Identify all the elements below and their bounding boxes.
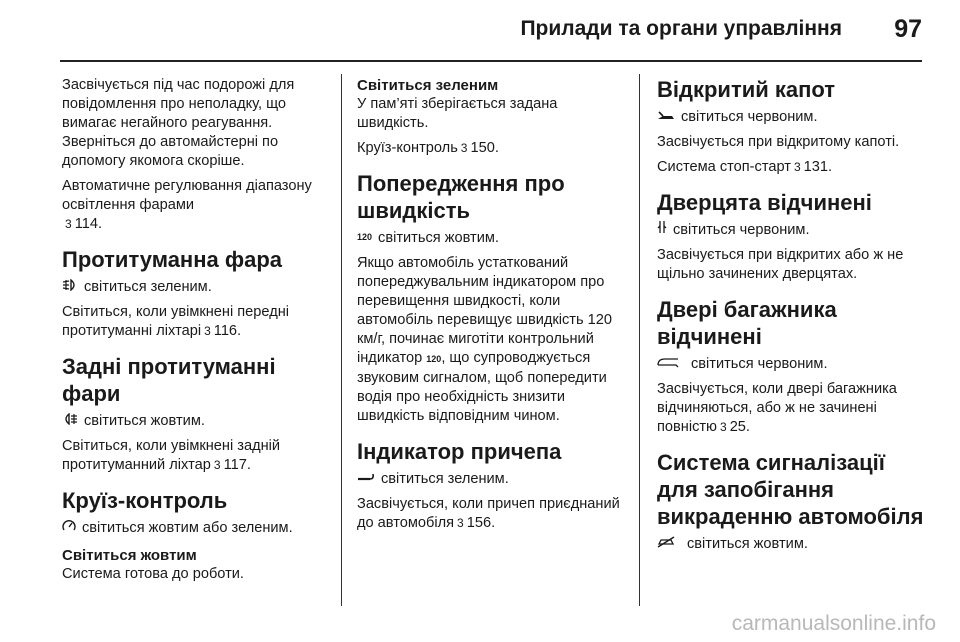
heading-green: Світиться зеленим (357, 77, 499, 94)
status-line (62, 277, 330, 297)
column-2 (357, 76, 625, 539)
status-text: світиться червоним. (691, 356, 828, 372)
paragraph-text: Система стоп-старт (657, 159, 791, 175)
heading-immobiliser: Система сигналізації для запобігання викраденню автомобіля (657, 450, 924, 529)
status-text: світиться червоним. (681, 109, 818, 125)
header-rule (60, 60, 922, 62)
status-text: світиться жовтим або зеленим. (82, 520, 293, 536)
page-ref-icon: 3 (204, 324, 211, 338)
paragraph (357, 254, 625, 426)
status-line (62, 411, 330, 431)
page-ref-icon: 3 (213, 458, 221, 472)
column-divider (341, 74, 342, 606)
heading-speed-warning: Попередження про швидкість (357, 171, 565, 223)
paragraph: Засвічується під час подорожі для повідомлення про неполадку, що вимагає негайного реагування. Звернiться до автомайстерні по допомогу якомога скоріше. (62, 77, 295, 169)
speed-warning-icon: 120 (357, 232, 373, 242)
paragraph (357, 495, 625, 533)
page-ref-icon: 3 (793, 160, 801, 174)
watermark: carmanualsonline.info (731, 612, 936, 635)
page-ref-icon: 3 (460, 141, 468, 155)
page-ref-link[interactable]: 156. (466, 515, 496, 531)
status-text: світиться зеленим. (84, 279, 212, 295)
page-ref-link[interactable]: 25. (729, 419, 750, 435)
heading-yellow: Світиться жовтим (62, 547, 197, 564)
status-text: світиться червоним. (673, 222, 810, 238)
column-1 (62, 76, 330, 590)
rear-fog-lamp-icon (62, 411, 78, 430)
status-line (62, 518, 330, 538)
page-ref-link[interactable]: 131. (803, 159, 833, 175)
page-ref-link[interactable]: 116. (213, 323, 242, 339)
heading-hood: Відкритий капот (657, 77, 836, 102)
page-ref-icon: 3 (720, 420, 727, 434)
heading-rear-fog: Задні протитуманні фари (62, 354, 276, 406)
trailer-icon (357, 469, 375, 488)
paragraph (357, 139, 625, 158)
status-text: світиться жовтим. (378, 230, 499, 246)
paragraph-text: Засвічується, коли причеп приєднаний до автомобіля (357, 496, 620, 531)
heading-trailer: Індикатор причепа (357, 439, 562, 464)
immobiliser-icon (657, 534, 675, 553)
paragraph-text: Світиться, коли увімкнені задній протитуманний лiхтар (62, 438, 281, 473)
heading-doors: Дверцята відчинені (657, 190, 872, 215)
paragraph (62, 177, 330, 234)
heading-front-fog: Протитуманна фара (62, 247, 283, 272)
paragraph-text: Світиться, коли увімкнені передні протитуманні лiхтарі (62, 304, 290, 339)
paragraph-text: Засвічується, коли двері багажника відчиняються, або ж не зачинені повністю (657, 381, 897, 435)
status-line (657, 107, 925, 127)
paragraph-text: Круїз-контроль (357, 140, 458, 156)
column-3 (657, 76, 925, 560)
page-ref-icon: 3 (457, 516, 464, 530)
status-text: світиться зеленим. (381, 471, 509, 487)
speed-warning-icon: 120 (426, 354, 442, 364)
paragraph (657, 380, 925, 437)
status-line (657, 534, 925, 554)
paragraph-text: Якщо автомобіль устаткований попереджувальним iндикатором про перевищення швидкості, коли автомобіль перевищує швидкість 120 км/г, починає миготіти контрольний iндикатор (357, 255, 612, 366)
open-door-icon (657, 220, 667, 239)
status-text: світиться жовтим. (84, 413, 205, 429)
page-ref-link[interactable]: 114. (74, 216, 103, 232)
header-title: Прилади та органи управління (520, 17, 842, 40)
status-text: світиться жовтим. (687, 536, 808, 552)
paragraph: У пам’яті зберігається задана швидкість. (357, 96, 558, 131)
status-line (657, 354, 925, 374)
page-ref-link[interactable]: 150. (470, 140, 499, 156)
page-number: 97 (894, 15, 922, 43)
status-line (357, 228, 625, 248)
paragraph: Система готова до роботи. (62, 566, 244, 582)
paragraph-text: Автоматичне регулювання діапазону освітлення фарами (62, 178, 312, 213)
heading-tailgate: Двері багажника відчинені (657, 297, 837, 349)
status-line (357, 469, 625, 489)
heading-cruise: Круїз-контроль (62, 488, 228, 513)
page-ref-link[interactable]: 117. (223, 457, 251, 473)
status-line (657, 220, 925, 240)
open-tailgate-icon (657, 354, 679, 373)
front-fog-lamp-icon (62, 277, 78, 296)
paragraph-text: , що супроводжується звуковим сигналом, щоб попередити водія про необхідність знизити швидкість відповідним чином. (357, 350, 607, 424)
paragraph (657, 158, 925, 177)
column-divider (639, 74, 640, 606)
paragraph: Засвічується при відкритих або ж не щільно зачинених дверцятах. (657, 247, 904, 282)
page-header (0, 0, 960, 62)
open-hood-icon (657, 107, 675, 126)
paragraph (62, 303, 330, 341)
paragraph: Засвічується при відкритому капоті. (657, 134, 900, 150)
page-ref-icon: 3 (65, 217, 72, 231)
paragraph (62, 437, 330, 475)
cruise-control-icon (62, 518, 76, 537)
